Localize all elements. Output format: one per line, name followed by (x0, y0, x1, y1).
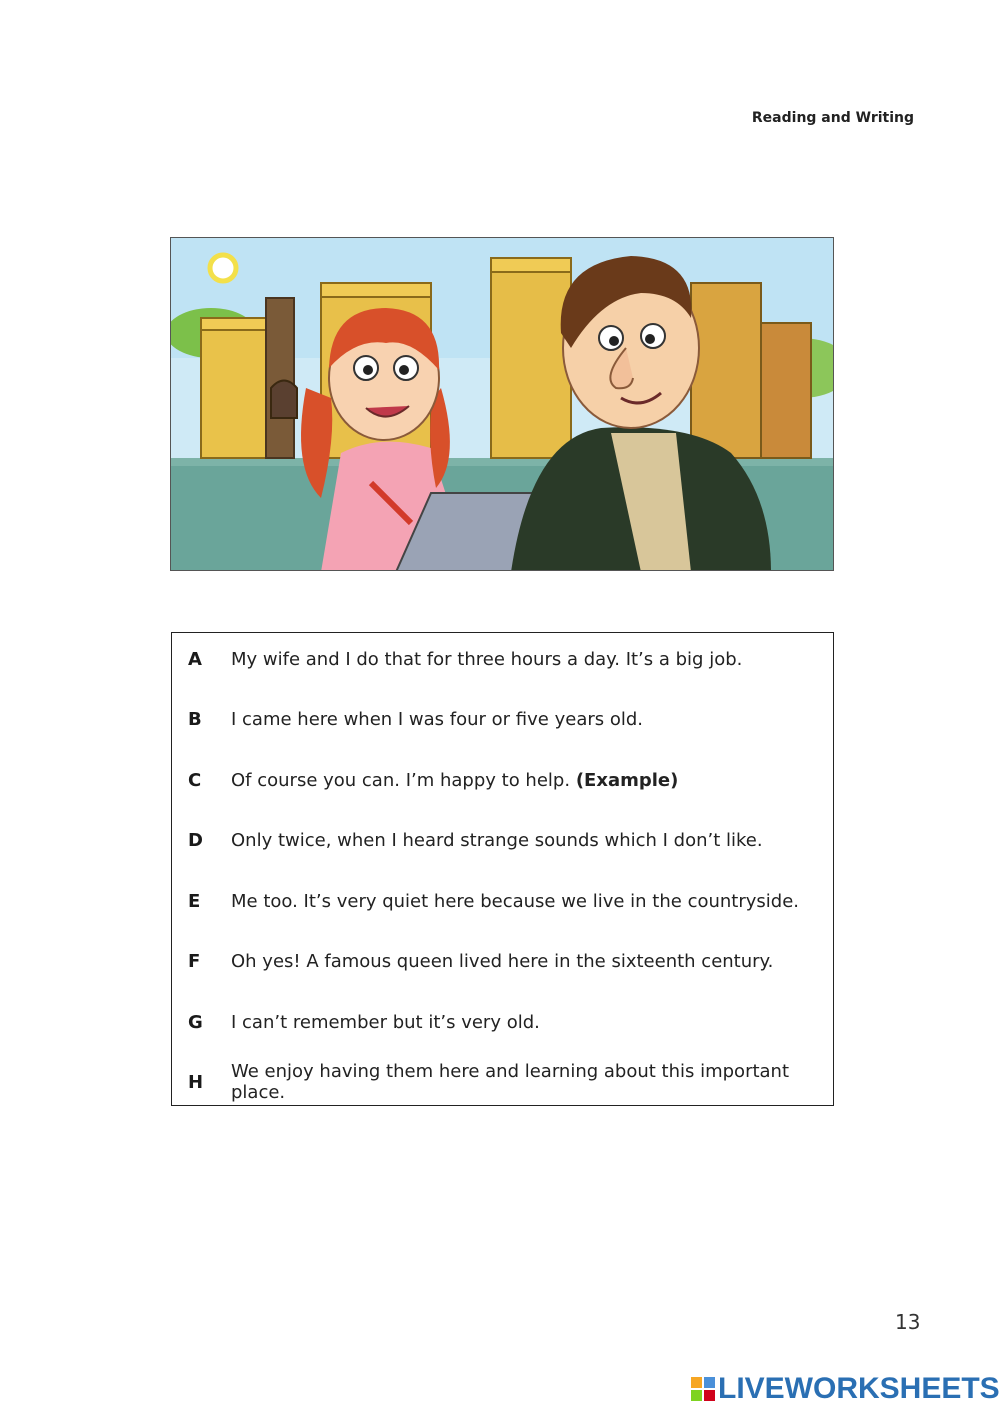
option-text: Me too. It’s very quiet here because we live in the countryside. (231, 890, 800, 912)
option-text-container (231, 770, 678, 791)
option-text: I can’t remember but it’s very old. (231, 1011, 540, 1033)
brand-name: LIVEWORKSHEETS (718, 1372, 1000, 1405)
option-letter: F (188, 950, 201, 972)
option-text: My wife and I do that for three hours a day. It’s a big job. (231, 648, 743, 670)
option-text: Only twice, when I heard strange sounds which I don’t like. (231, 829, 763, 851)
option-letter: E (188, 890, 201, 912)
option-h (172, 1062, 833, 1102)
option-letter: B (188, 708, 202, 730)
option-g (172, 1002, 833, 1042)
option-letter: G (188, 1011, 203, 1033)
liveworksheets-logo (691, 1372, 1000, 1406)
option-a (172, 639, 833, 679)
option-text: I came here when I was four or five years old. (231, 708, 644, 730)
option-letter: H (188, 1071, 204, 1093)
options-list (171, 632, 834, 1106)
option-c (172, 760, 833, 800)
option-b (172, 699, 833, 739)
option-text: Oh yes! A famous queen lived here in the sixteenth century. (231, 950, 774, 972)
section-title: Reading and Writing (751, 110, 914, 126)
page-number: 13 (895, 1310, 921, 1334)
option-letter: D (188, 829, 203, 851)
option-e (172, 881, 833, 921)
liveworksheets-icon (691, 1377, 715, 1401)
option-letter: A (188, 648, 202, 670)
option-f (172, 941, 833, 981)
option-text: We enjoy having them here and learning about this important place. (231, 1061, 790, 1103)
example-label: (Example) (575, 769, 679, 791)
castle-conversation-illustration (170, 237, 834, 571)
option-letter: C (188, 769, 202, 791)
option-d (172, 820, 833, 860)
option-text: Of course you can. I’m happy to help. (231, 769, 571, 791)
